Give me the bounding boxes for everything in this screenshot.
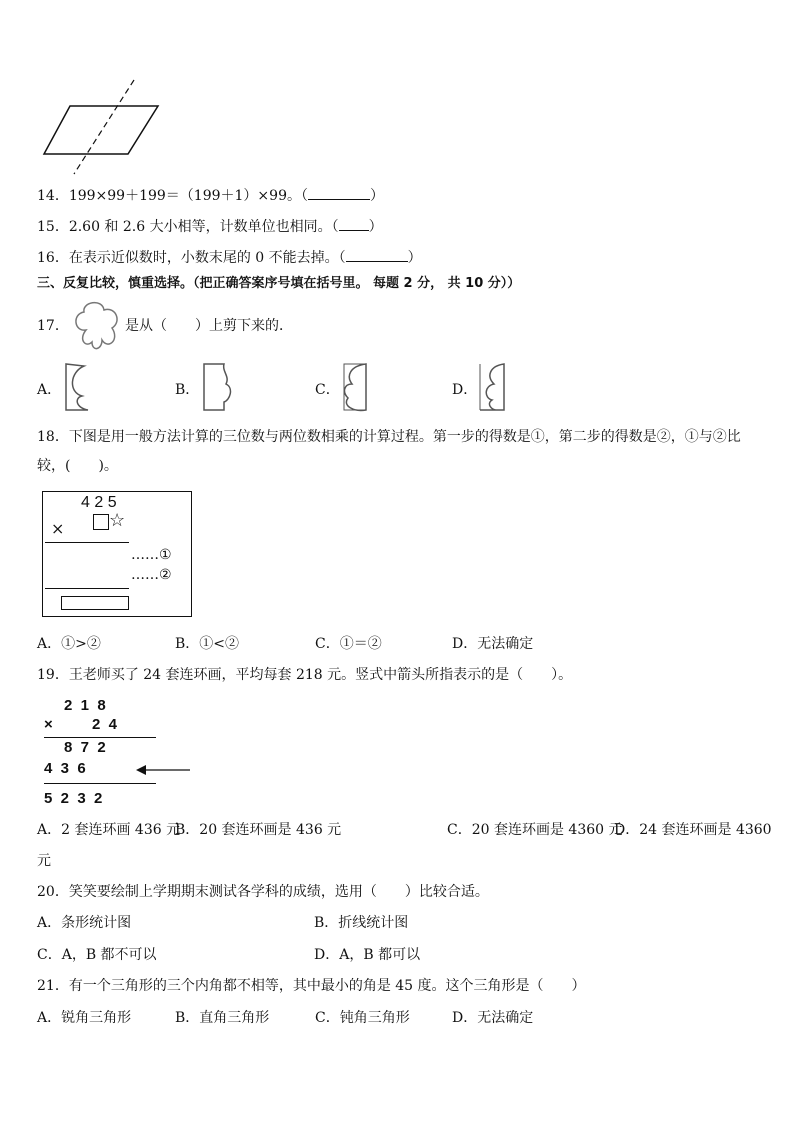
q19-option-b[interactable]: B．20 套连环画是 436 元 <box>175 822 342 838</box>
q19-option-a[interactable]: A．2 套连环画 436 元 <box>37 822 181 838</box>
q19-option-d[interactable]: D．24 套连环画是 4360 <box>614 822 772 838</box>
calc-line-1 <box>44 737 156 738</box>
question-17-number: 17． <box>37 318 69 334</box>
q18-option-a[interactable]: A．①>② <box>37 636 101 652</box>
q20-option-b[interactable]: B．折线统计图 <box>314 915 409 931</box>
q19-option-c[interactable]: C．20 套连环画是 4360 元 <box>447 822 623 838</box>
question-18-line2: 较，( )。 <box>37 458 118 474</box>
q21-option-c[interactable]: C．钝角三角形 <box>315 1010 410 1026</box>
figure-line-2 <box>45 588 129 589</box>
question-14: 14．199×99＋199＝（199＋1）×99。（ ） <box>37 188 384 204</box>
q20-option-d[interactable]: D．A，B 都可以 <box>314 947 421 963</box>
question-19: 19．王老师买了 24 套连环画，平均每套 218 元。竖式中箭头所指表示的是（ ）。 <box>37 667 573 683</box>
question-21: 21．有一个三角形的三个内角都不相等，其中最小的角是 45 度。这个三角形是（ ） <box>37 978 586 994</box>
q20-option-c[interactable]: C．A，B 都不可以 <box>37 947 157 963</box>
q19-option-d-cont: 元 <box>37 853 51 869</box>
q18-option-d[interactable]: D．无法确定 <box>452 636 534 652</box>
arrow-left-icon <box>136 763 192 777</box>
calc-row-3: 8 7 2 <box>64 739 106 756</box>
q18-option-b[interactable]: B．①<② <box>175 636 240 652</box>
cloud-shape-icon <box>68 300 124 352</box>
star-icon: ☆ <box>109 510 126 531</box>
calc-row-2: 2 4 <box>92 716 118 733</box>
figure-result-box <box>61 596 129 610</box>
calc-times: × <box>44 716 53 733</box>
square-icon <box>93 514 109 530</box>
option-a-shape <box>62 362 92 412</box>
figure-line-1 <box>45 542 129 543</box>
question-15: 15．2.60 和 2.6 大小相等，计数单位也相同。（ ） <box>37 219 383 235</box>
q21-option-a[interactable]: A．锐角三角形 <box>37 1010 132 1026</box>
parallelogram-figure <box>40 78 170 178</box>
option-c-shape <box>340 362 376 412</box>
figure-step-1: ……① <box>131 547 172 563</box>
answer-blank[interactable] <box>308 187 370 200</box>
q21-option-d[interactable]: D．无法确定 <box>452 1010 534 1026</box>
question-18-line1: 18．下图是用一般方法计算的三位数与两位数相乘的计算过程。第一步的得数是①，第二步的得数是②，①与②比 <box>37 429 741 445</box>
figure-top-number: 4 2 5 <box>81 494 117 511</box>
option-b-shape <box>200 362 236 412</box>
calc-row-5: 5 2 3 2 <box>44 790 103 807</box>
section-header: 三、反复比较，慎重选择。（把正确答案序号填在括号里。 每题 2 分， 共 10 分）） <box>37 276 521 291</box>
question-16: 16．在表示近似数时，小数末尾的 0 不能去掉。（ ） <box>37 250 422 266</box>
multiplication-figure <box>42 491 192 617</box>
option-b-label[interactable]: B． <box>175 382 200 398</box>
figure-times-sign: × <box>51 519 65 538</box>
calc-line-2 <box>44 783 156 784</box>
calc-row-4: 4 3 6 <box>44 760 86 777</box>
q20-option-a[interactable]: A．条形统计图 <box>37 915 132 931</box>
answer-blank[interactable] <box>339 218 369 231</box>
calc-row-1: 2 1 8 <box>64 697 106 714</box>
q21-option-b[interactable]: B．直角三角形 <box>175 1010 270 1026</box>
figure-step-2: ……② <box>131 567 172 583</box>
option-d-shape <box>476 362 512 412</box>
question-20: 20．笑笑要绘制上学期期末测试各学科的成绩，选用（ ）比较合适。 <box>37 884 489 900</box>
answer-blank[interactable] <box>346 249 408 262</box>
option-c-label[interactable]: C． <box>315 382 340 398</box>
question-17-text: 是从（ ）上剪下来的． <box>125 318 293 334</box>
option-d-label[interactable]: D． <box>452 382 478 398</box>
option-a-label[interactable]: A． <box>37 382 62 398</box>
q18-option-c[interactable]: C．①＝② <box>315 636 382 652</box>
